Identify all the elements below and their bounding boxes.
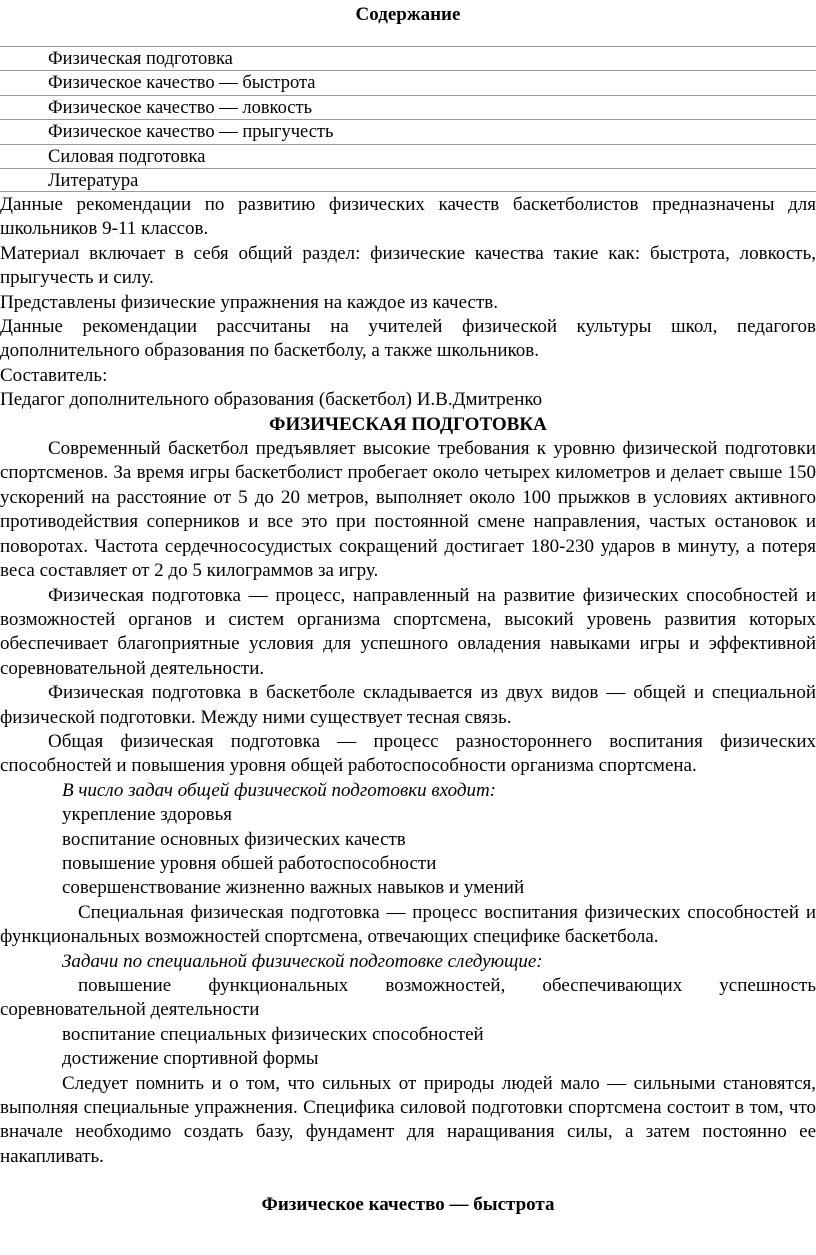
paragraph: Современный баскетбол предъявляет высокие требования к уровню физической подготовки спортсменов. За время игры баскетболист пробегает около четырех километров и делает свыше 150 ускорений на расстояние от 5 до 20 метров, выполняет около 100 прыжков в условиях активного противодействия соперников и все это при постоянной смене направления, частых остановок и поворотах. Частота сердечнососудистых сокращений достигает 180-230 ударов в минуту, а потеря веса составляет от 2 до 5 килограммов за игру. [0,438,816,582]
list-item: достижение спортивной формы [62,1048,319,1070]
section-heading-speed: Физическое качество — быстрота [261,1194,555,1216]
spacer [0,1169,816,1193]
toc-item[interactable]: Физическая подготовка [0,46,816,70]
list-item: повышение уровня обшей работоспособности [62,852,437,874]
paragraph: Общая физическая подготовка — процесс разностороннего воспитания физических способностей и повышения уровня общей работоспособности организма спортсмена. [0,730,816,777]
intro-paragraph: Представлены физические упражнения на каждое из качеств. [0,291,498,313]
intro-compiler-label: Составитель: [0,364,108,386]
paragraph: Следует помнить и о том, что сильных от природы людей мало — сильными становятся, выполняя специальные упражнения. Специфика силовой подготовки спортсмена состоит в том, что вначале необходимо создать базу, фундамент для наращивания силы, а затем постоянно ее накапливать. [0,1072,816,1167]
list-item: повышение функциональных возможностей, обеспечивающих успешность соревновательной деятельности [0,975,816,1021]
general-tasks-title: В число задач общей физической подготовки входит: [62,779,497,801]
paragraph: Физическая подготовка — процесс, направленный на развитие физических способностей и возможностей органов и систем организма спортсмена, высокий уровень развития которых обеспечивает благоприятные условия для успешного овладения навыками игры и эффективной соревновательной деятельности. [0,584,816,679]
table-of-contents [0,46,816,192]
paragraph: Специальная физическая подготовка — процесс воспитания физических способностей и функциональных возможностей спортсмена, отвечающих специфике баскетбола. [0,901,816,948]
toc-item[interactable]: Силовая подготовка [0,144,816,168]
list-item: воспитание специальных физических способностей [62,1023,484,1045]
intro-paragraph: Данные рекомендации по развитию физических качеств баскетболистов предназначены для школьников 9-11 классов. [0,194,816,240]
special-tasks-title: Задачи по специальной физической подготовке следующие: [62,950,543,972]
intro-compiler-name: Педагог дополнительного образования (баскетбол) И.В.Дмитренко [0,389,543,411]
toc-item[interactable]: Литература [0,168,816,192]
intro-paragraph: Данные рекомендации рассчитаны на учителей физической культуры школ, педагогов дополнительного образования по баскетболу, а также школьников. [0,316,816,362]
section-heading-physical-training: ФИЗИЧЕСКАЯ ПОДГОТОВКА [269,413,547,435]
toc-item[interactable]: Физическое качество — быстрота [0,70,816,94]
paragraph: Физическая подготовка в баскетболе складывается из двух видов — общей и специальной физической подготовки. Между ними существует тесная связь. [0,682,816,728]
list-item: укрепление здоровья [62,804,232,826]
intro-paragraph: Материал включает в себя общий раздел: физические качества такие как: быстрота, ловкость, прыгучесть и силу. [0,242,816,289]
toc-item[interactable]: Физическое качество — прыгучесть [0,119,816,143]
list-item: воспитание основных физических качеств [62,828,406,850]
contents-title: Содержание [355,4,461,25]
document-body [0,193,816,1218]
toc-item[interactable]: Физическое качество — ловкость [0,95,816,119]
list-item: совершенствование жизненно важных навыков и умений [62,877,525,899]
